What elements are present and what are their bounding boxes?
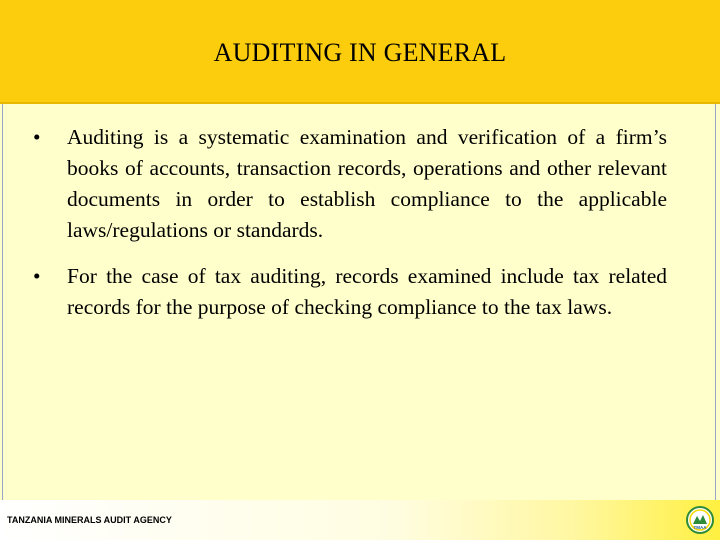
logo-text: TMAA xyxy=(693,525,707,530)
bullet-marker: • xyxy=(33,125,41,149)
tmaa-seal-icon xyxy=(686,504,714,536)
slide-content xyxy=(2,104,716,500)
bullet-text: Auditing is a systematic examination and verification of a firm’s books of accounts, transaction records, operations and other relevant documents in order to establish compliance to the applicable laws/regulations or standards. xyxy=(67,125,667,242)
bullet-marker: • xyxy=(33,264,41,288)
bullet-item xyxy=(33,122,667,246)
slide-header xyxy=(0,0,720,104)
bullet-text: For the case of tax auditing, records examined include tax related records for the purpose of checking compliance to the tax laws. xyxy=(67,264,667,319)
footer-organization: TANZANIA MINERALS AUDIT AGENCY xyxy=(7,515,172,525)
slide-footer xyxy=(0,500,720,540)
slide-title: AUDITING IN GENERAL xyxy=(213,38,507,67)
bullet-item xyxy=(33,261,667,323)
bullet-list xyxy=(33,122,667,338)
